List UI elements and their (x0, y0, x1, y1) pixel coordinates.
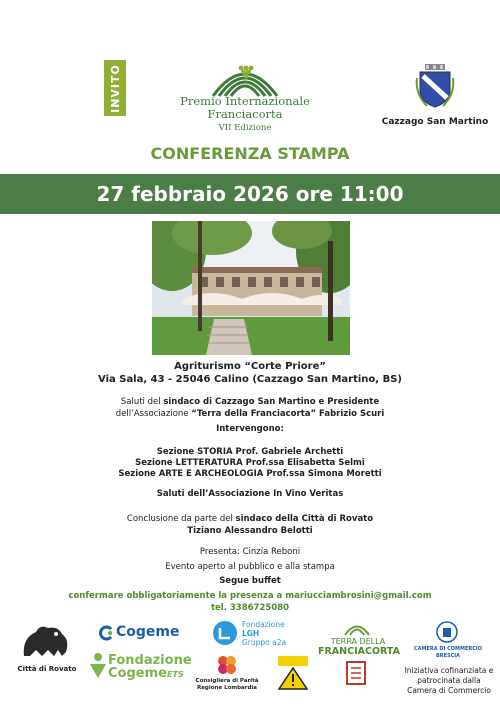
iniziativa-text (404, 666, 494, 696)
lgh-icon (212, 620, 238, 646)
invito-tag (104, 60, 126, 116)
consigliera-line1: Consigliera di Parità (195, 678, 259, 684)
rovato-label: Città di Rovato (17, 665, 77, 673)
premio-line2: Franciacorta (207, 107, 283, 121)
invito-label: INVITO (108, 63, 122, 113)
saluti-associazione: Saluti dell’Associazione In Vino Veritas (156, 489, 344, 499)
consigliera (190, 678, 264, 692)
lion-icon (18, 622, 74, 662)
page-title: CONFERENZA STAMPA (150, 144, 350, 163)
iniziativa-line3: Camera di Commercio (407, 686, 491, 695)
cogeme-label: Cogeme (116, 624, 180, 640)
premio-edition: VII Edizione (218, 123, 272, 133)
camera-line2: BRESCIA (435, 653, 461, 659)
fondazione-cogeme-line2: Cogeme (108, 666, 167, 681)
phone-line: tel. 3386725080 (210, 603, 290, 613)
greetings-line2-b: “Terra della Franciacorta” Fabrizio Scuri (191, 409, 385, 419)
iniziativa-line1: Iniziativa cofinanziata e (404, 666, 494, 675)
camera-commercio-icon (436, 620, 458, 644)
venue-name: Agriturismo “Corte Priore” (174, 361, 326, 372)
fondazione-cogeme-ets: ETS (166, 670, 184, 679)
rsvp-line: confermare obbligatoriamente la presenza a mariucciambrosini@gmail.com (68, 591, 432, 601)
venue-photo (152, 221, 350, 355)
municipality-label: Cazzago San Martino (381, 117, 489, 127)
fondazione-cogeme-icon (88, 652, 108, 678)
greetings-line1-a: Saluti del (120, 397, 164, 407)
event-open: Evento aperto al pubblico e alla stampa (165, 562, 335, 572)
greetings-line2 (0, 409, 500, 420)
speaker-item: Sezione STORIA Prof. Gabriele Archetti (156, 447, 344, 457)
terra-logo-icon (344, 622, 370, 636)
speakers-title: Intervengono: (216, 424, 284, 434)
cazzago-crest-icon (415, 64, 455, 108)
conclusion-line1 (0, 514, 500, 525)
consigliera-icon (216, 654, 238, 676)
camera-commercio (412, 646, 484, 660)
camera-line1: CAMERA DI COMMERCIO (413, 646, 483, 652)
greetings-line1-b: sindaco di Cazzago San Martino e Presidente (163, 397, 380, 407)
fondazione-cogeme-line1: Fondazione (108, 653, 192, 668)
conclusion-line1-a: Conclusione da parte del (126, 514, 236, 524)
greetings-line2-a: dell’Associazione (115, 409, 192, 419)
premio-title (160, 95, 330, 121)
conclusion-line1-b: sindaco della Città di Rovato (235, 514, 374, 524)
buffet: Segue buffet (219, 576, 281, 586)
fondazione-lgh (242, 620, 286, 647)
presenter: Presenta: Cinzia Reboni (199, 547, 301, 557)
speaker-item: Sezione ARTE E ARCHEOLOGIA Prof.ssa Simona Moretti (118, 469, 382, 479)
premio-line1: Premio Internazionale (180, 94, 310, 108)
speaker-item: Sezione LETTERATURA Prof.ssa Elisabetta Selmi (135, 458, 365, 468)
consigliera-line2: Regione Lombardia (196, 685, 258, 691)
gruppo-a2a: Gruppo a2a (242, 638, 287, 647)
warning-sign-icon (278, 656, 308, 690)
fondazione-lgh-line1: Fondazione (242, 620, 285, 629)
terra-franciacorta (318, 637, 398, 657)
greetings-line1 (0, 397, 500, 408)
terra-line2: FRANCIACORTA (318, 646, 400, 657)
fondazione-lgh-line2: LGH (242, 629, 260, 638)
terra-line1: TERRA DELLA (330, 637, 386, 646)
venue-address: Via Sala, 43 - 25046 Calino (Cazzago San Martino, BS) (98, 374, 402, 385)
conclusion-line2: Tiziano Alessandro Belotti (187, 526, 313, 536)
scuola-emblem-icon (345, 660, 367, 688)
iniziativa-line2: patrocinata dalla (417, 676, 481, 685)
fondazione-cogeme (108, 654, 192, 681)
cogeme-icon (98, 625, 114, 641)
premio-logo-icon (205, 58, 285, 98)
date-time: 27 febbraio 2026 ore 11:00 (96, 182, 404, 206)
